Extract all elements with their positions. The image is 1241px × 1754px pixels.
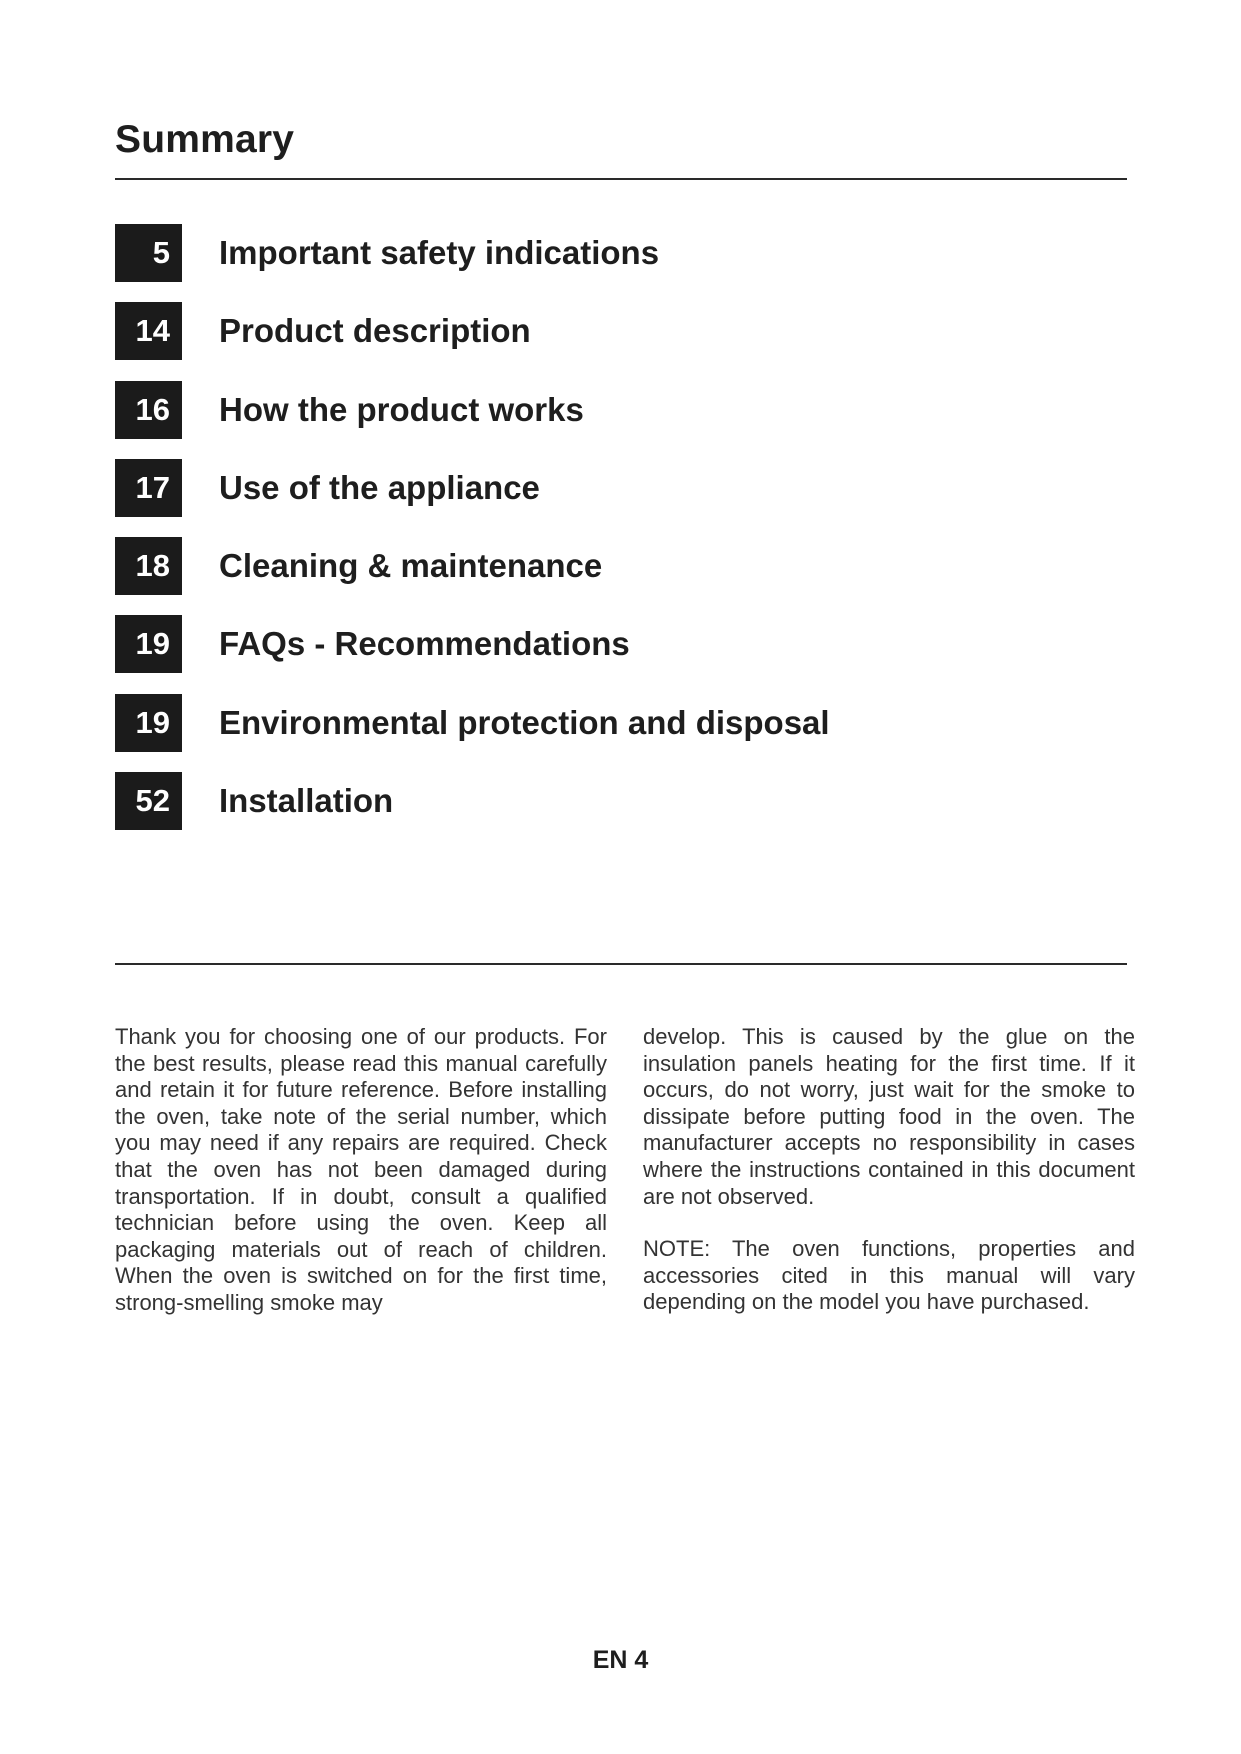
toc-label: FAQs - Recommendations <box>219 625 630 663</box>
page-number: EN 4 <box>592 1646 649 1674</box>
toc-page-number: 16 <box>115 381 182 439</box>
section-divider <box>115 963 1127 965</box>
toc-item-how-it-works[interactable] <box>115 381 1127 439</box>
toc-label: Product description <box>219 312 531 350</box>
title-divider <box>115 178 1127 180</box>
toc-label: Use of the appliance <box>219 468 540 506</box>
toc-page-number: 17 <box>115 459 182 517</box>
toc-page-number: 18 <box>115 537 182 595</box>
intro-text-right: develop. This is caused by the glue on the insulation panels heating for the first time. If it occurs, do not worry, just wait for the smoke to dissipate before putting food in the oven. The manufacturer accepts no responsibility in cases where the instructions contained in this document are not observed. <box>643 1024 1135 1209</box>
toc-label: Important safety indications <box>219 234 660 271</box>
toc-item-cleaning[interactable] <box>115 537 1127 595</box>
toc-item-faqs[interactable] <box>115 615 1127 673</box>
toc-page-number: 19 <box>115 615 182 673</box>
toc-page-number: 52 <box>115 772 182 830</box>
toc-item-environment[interactable] <box>115 694 1127 752</box>
intro-text-right-column <box>643 1024 1135 1316</box>
table-of-contents <box>115 224 1127 850</box>
toc-label: How the product works <box>219 390 584 428</box>
note-text: NOTE: The oven functions, properties and accessories cited in this manual will vary depending on the model you have purchased. <box>643 1236 1135 1315</box>
toc-item-safety[interactable] <box>115 224 1127 282</box>
toc-page-number: 14 <box>115 302 182 360</box>
toc-page-number: 5 <box>115 224 182 282</box>
toc-item-use-of-appliance[interactable] <box>115 459 1127 517</box>
toc-item-product-description[interactable] <box>115 302 1127 360</box>
toc-page-number: 19 <box>115 694 182 752</box>
toc-label: Cleaning & maintenance <box>219 547 603 585</box>
intro-text-left: Thank you for choosing one of our products. For the best results, please read this manual carefully and retain it for future reference. Before installing the oven, take note of the serial number, which you may need if any repairs are required. Check that the oven has not been damaged during transportation. If in doubt, consult a qualified technician before using the oven. Keep all packaging materials out of reach of children. When the oven is switched on for the first time, strong-smelling smoke may <box>115 1024 607 1315</box>
page-title: Summary <box>115 118 295 161</box>
toc-label: Environmental protection and disposal <box>219 703 830 741</box>
toc-label: Installation <box>219 782 394 820</box>
toc-item-installation[interactable] <box>115 772 1127 830</box>
